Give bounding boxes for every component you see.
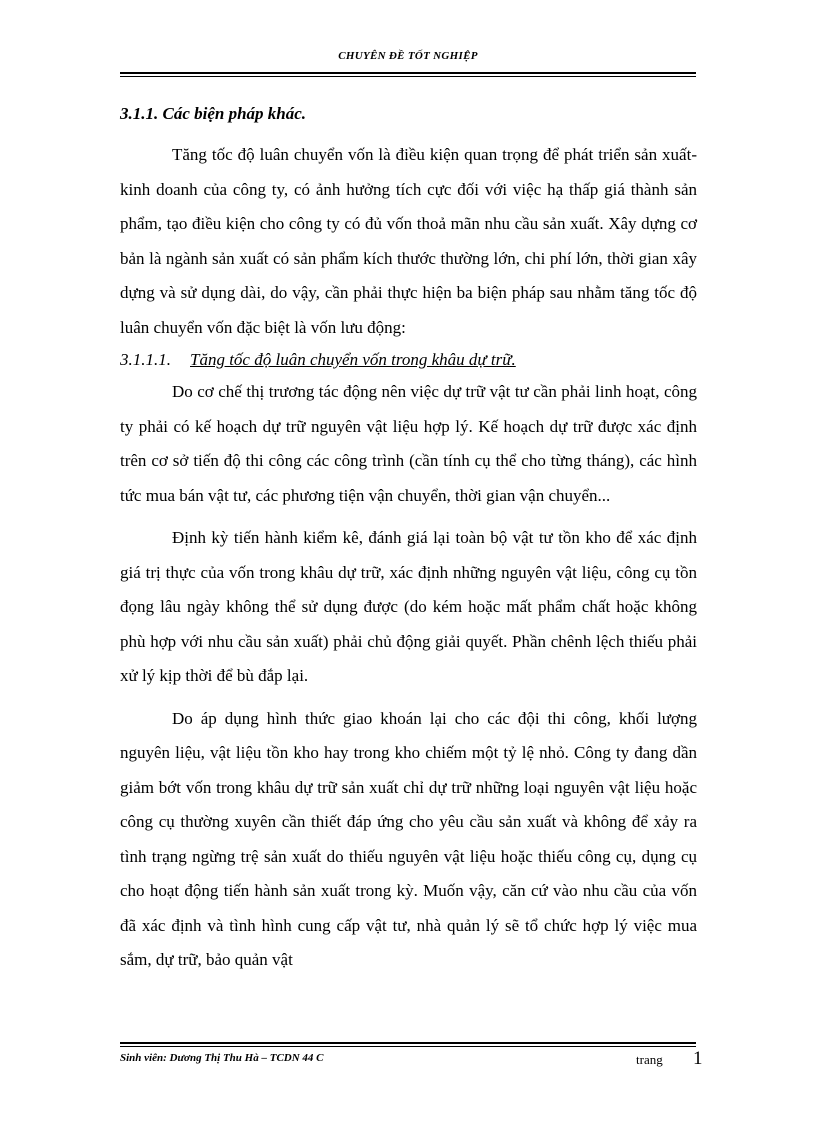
header-rule-thin xyxy=(120,76,696,77)
section-heading: 3.1.1. Các biện pháp khác. xyxy=(120,104,307,123)
footer-page-label: trang xyxy=(636,1052,663,1067)
footer-rule-thin xyxy=(120,1046,696,1047)
footer-page-number: 1 xyxy=(693,1048,703,1069)
footer-rule-thick xyxy=(120,1042,696,1044)
paragraph-2: Do cơ chế thị trương tác động nên việc dự trữ vật tư cần phải linh hoạt, công ty phải có kế hoạch dự trữ nguyên vật liệu hợp lý. Kế hoạch dự trữ được xác định trên cơ sở tiến độ thi công các công trình (cần tính cụ thể cho từng tháng), các hình tức mua bán vật tư, các phương tiện vận chuyển, thời gian vận chuyển... xyxy=(120,382,697,505)
header-rule-thick xyxy=(120,72,696,74)
subsection-heading xyxy=(120,345,697,375)
paragraph-1: Tăng tốc độ luân chuyển vốn là điều kiện quan trọng để phát triển sản xuất- kinh doanh của công ty, có ảnh hưởng tích cực đối với việc hạ thấp giá thành sản phẩm, tạo điều kiện cho công ty có đủ vốn thoả mãn nhu cầu sản xuất. Xây dựng cơ bản là ngành sản xuất có sản phẩm kích thước thường lớn, chi phí lớn, thời gian xây dựng và sử dụng dài, do vậy, cần phải thực hiện ba biện pháp sau nhằm tăng tốc độ luân chuyển vốn đặc biệt là vốn lưu động: xyxy=(120,145,697,337)
subsection-title: Tăng tốc độ luân chuyển vốn trong khâu dự trữ. xyxy=(190,350,516,369)
document-body xyxy=(120,102,697,978)
paragraph-4: Do áp dụng hình thức giao khoán lại cho các đội thi công, khối lượng nguyên liệu, vật liệu tồn kho hay trong kho chiếm một tỷ lệ nhỏ. Công ty đang dần giảm bớt vốn trong khâu dự trữ sản xuất chỉ dự trữ những loại nguyên vật liệu hoặc công cụ thường xuyên cần thiết đáp ứng cho yêu cầu sản xuất và không để xảy ra tình trạng ngừng trệ sản xuất do thiếu nguyên vật liệu hoặc thiếu công cụ, dụng cụ cho hoạt động tiến hành sản xuất trong kỳ. Muốn vậy, căn cứ vào nhu cầu của vốn đã xác định và tình hình cung cấp vật tư, nhà quản lý sẽ tổ chức hợp lý việc mua sắm, dự trữ, bảo quản vật xyxy=(120,708,697,969)
paragraph-3: Định kỳ tiến hành kiểm kê, đánh giá lại toàn bộ vật tư tồn kho để xác định giá trị thực của vốn trong khâu dự trữ, xác định những nguyên vật liệu, công cụ tồn đọng lâu ngày không thể sử dụng được (do kém hoặc mất phẩm chất hoặc không phù hợp với nhu cầu sản xuất) phải chủ động giải quyết. Phần chênh lệch thiếu phải xử lý kịp thời để bù đắp lại. xyxy=(120,528,697,685)
subsection-number: 3.1.1.1. xyxy=(120,350,171,369)
footer-author: Sinh viên: Dương Thị Thu Hà – TCDN 44 C xyxy=(120,1052,324,1064)
page-header-title: CHUYÊN ĐỀ TỐT NGHIỆP xyxy=(338,50,478,62)
